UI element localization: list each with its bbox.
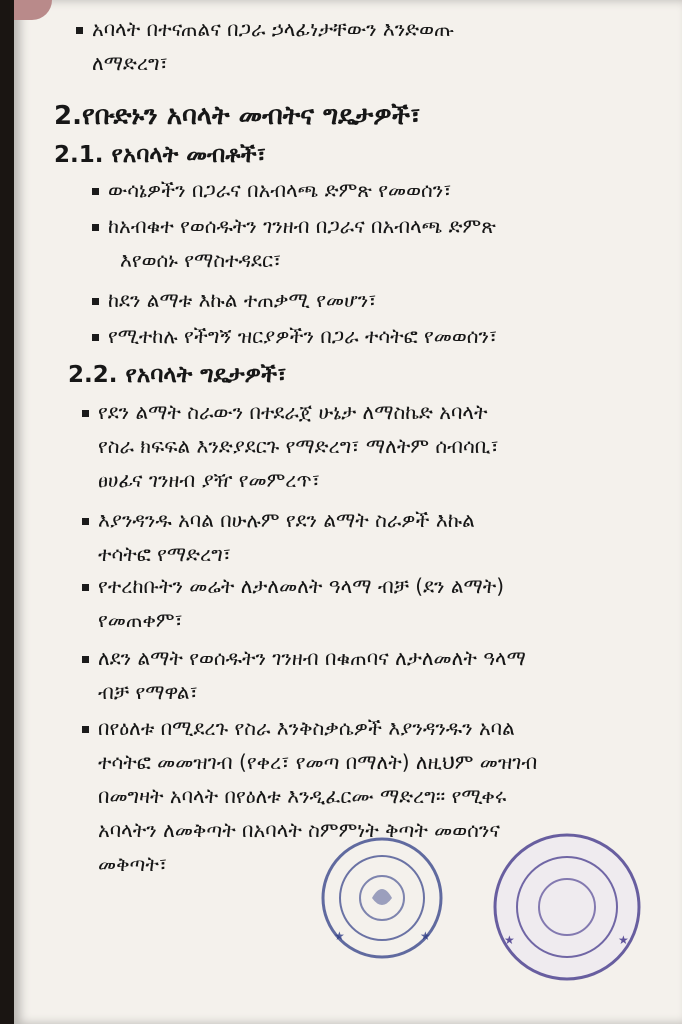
duties-list-item-cont: ተሳትፎ የማድረግ፣ [98, 542, 231, 566]
duties-list-item-cont: አባላትን ለመቅጣት በአባላት ስምምነት ቅጣት መወሰንና [98, 818, 500, 842]
duties-list-item-cont: የመጠቀም፣ [98, 608, 183, 632]
duties-list-item: በየዕለቱ በሚደረጉ የስራ እንቅስቃሴዎች እያንዳንዱን አባል [98, 716, 515, 740]
bullet-marker [76, 27, 83, 34]
subsection-heading-rights: 2.1. የአባላት መብቶች፣ [54, 142, 267, 168]
official-stamp-left [320, 836, 444, 960]
duties-list-item: የደን ልማት ስራውን በተደራጀ ሁኔታ ለማስኬድ አባላት [98, 400, 488, 424]
svg-text:★: ★ [618, 933, 629, 947]
intro-bullet-line: አባላት በተናጠልና በጋራ ኃላፊነታቸውን እንድወጡ [92, 17, 455, 41]
rights-list-item: ከደን ልማቱ እኩል ተጠቃሚ የመሆን፣ [108, 288, 377, 312]
duties-list-item: ለደን ልማት የወሰዱትን ገንዘብ በቁጠባና ለታለመለት ዓላማ [98, 646, 526, 670]
duties-list-item-cont: የስራ ክፍፍል እንድያደርጉ የማድረግ፣ ማለትም ሰብሳቢ፣ [98, 434, 499, 458]
rights-list-item-cont: እየወሰኑ የማስተዳደር፣ [120, 248, 282, 272]
bullet-marker [92, 298, 99, 305]
section-heading: 2.የቡድኑን አባላት መብትና ግዴታዎች፣ [54, 101, 421, 131]
svg-text:★: ★ [504, 933, 515, 947]
svg-text:★: ★ [334, 929, 345, 943]
bullet-marker [82, 518, 89, 525]
duties-list-item-cont: ፀሀፊና ገንዘብ ያዥ የመምረጥ፣ [98, 468, 320, 492]
duties-list-item: የተረከቡትን መሬት ለታለመለት ዓላማ ብቻ (ደን ልማት) [98, 574, 505, 598]
bullet-marker [82, 656, 89, 663]
stamp-seal-icon [320, 836, 444, 960]
duties-list-item: እያንዳንዱ አባል በሁሉም የደን ልማት ስራዎች እኩል [98, 508, 475, 532]
intro-bullet-line: ለማድረግ፣ [92, 51, 168, 75]
stamp-seal-icon [492, 832, 642, 982]
bullet-marker [92, 224, 99, 231]
document-page [14, 0, 682, 1024]
bullet-marker [82, 584, 89, 591]
svg-text:★: ★ [420, 929, 431, 943]
duties-list-item-cont: ብቻ የማዋል፣ [98, 680, 198, 704]
duties-list-item-cont: መቅጣት፣ [98, 852, 168, 876]
rights-list-item: ውሳኔዎችን በጋራና በአብላጫ ድምጽ የመወሰን፣ [108, 178, 452, 202]
subsection-heading-duties: 2.2. የአባላት ግዴታዎች፣ [68, 362, 287, 388]
bullet-marker [82, 410, 89, 417]
document-content [14, 0, 682, 1024]
official-stamp-right [492, 832, 642, 982]
duties-list-item-cont: በመግዛት አባላት በየዕለቱ እንዲፈርሙ ማድረግ፡፡ የሚቀሩ [98, 784, 507, 808]
rights-list-item: የሚተከሉ የችግኝ ዝርያዎችን በጋራ ተሳትፎ የመወሰን፣ [108, 324, 498, 348]
bullet-marker [92, 334, 99, 341]
bullet-marker [82, 726, 89, 733]
rights-list-item: ከአብቁተ የወሰዱትን ገንዘብ በጋራና በአብላጫ ድምጽ [108, 214, 496, 238]
duties-list-item-cont: ተሳትፎ መመዝገብ (የቀረ፣ የመጣ በማለት) ለዚህም መዝገብ [98, 750, 538, 774]
bullet-marker [92, 188, 99, 195]
